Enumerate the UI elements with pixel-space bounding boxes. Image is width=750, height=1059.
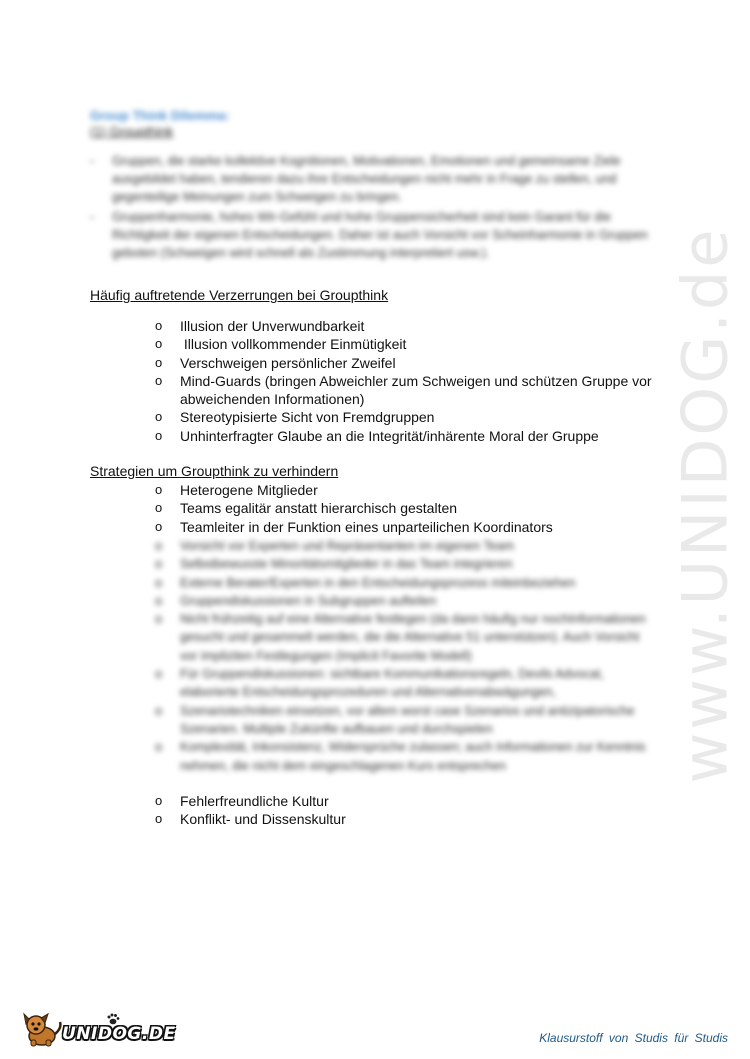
list-item: o Für Gruppendiskussionen: sichtbare Kommunikationsregeln, Devils Advocat, elaborierte Entscheidungsprozeduren und Alternativenabwägungen, bbox=[155, 665, 655, 702]
intro-list bbox=[90, 152, 670, 262]
list-item: o Gruppendiskussionen in Subgruppen aufteilen bbox=[155, 592, 655, 610]
list-item: o Verschweigen persönlicher Zweifel bbox=[155, 354, 660, 372]
intro-subtitle: (1) Groupthink bbox=[90, 124, 174, 139]
intro-title: Group Think Dilemma: bbox=[90, 108, 230, 123]
list-item: o Selbstbewusste Minoritätsmitglieder in das Team integrieren bbox=[155, 555, 655, 573]
list-item: o Nicht frühzeitig auf eine Alternative festlegen (da dann häufig nur nochInformationen gesucht und gesammelt werden, die die Alternative 51 unterstützen). Auch Vorsicht vor impliziten Festlegungen (Implicit Favorite Modell) bbox=[155, 610, 655, 665]
list-item: o Mind-Guards (bringen Abweichler zum Schweigen und schützen Gruppe vor abweichenden Informationen) bbox=[155, 372, 660, 409]
list-item: o Illusion der Unverwundbarkeit bbox=[155, 317, 660, 335]
footer-slogan: Klausurstoff von Studis für Studis bbox=[539, 1031, 728, 1045]
logo-text: UNIDOG.DE bbox=[62, 1024, 176, 1044]
section-heading-strategies: Strategien um Groupthink zu verhindern bbox=[90, 463, 339, 479]
section-heading-distortions: Häufig auftretende Verzerrungen bei Groupthink bbox=[90, 287, 389, 303]
list-item: o Teams egalitär anstatt hierarchisch gestalten bbox=[155, 499, 660, 517]
watermark: www.UNIDOG.de bbox=[668, 226, 742, 784]
strategies-list-end bbox=[155, 792, 660, 829]
list-item: o Fehlerfreundliche Kultur bbox=[155, 792, 660, 810]
intro-bullet: - Gruppen, die starke kollektive Kognitionen, Motivationen, Emotionen und gemeinsame Ziele ausgebildet haben, tendieren dazu ihre Entscheidungen nicht mehr in Frage zu stellen, und gegenteilige Meinungen zum Schweigen zu bringen. bbox=[90, 152, 670, 206]
list-item: o Szenariotechniken einsetzen, vor allem worst case Szenarios und antizipatorische Szenarien. Multiple Zukünfte aufbauen und durchspielen bbox=[155, 702, 655, 739]
unidog-logo bbox=[22, 1012, 176, 1048]
list-item: o Stereotypisierte Sicht von Fremdgruppen bbox=[155, 408, 660, 426]
list-item: o Heterogene Mitglieder bbox=[155, 481, 660, 499]
list-item: o Konflikt- und Dissenskultur bbox=[155, 810, 660, 828]
list-item: o Illusion vollkommender Einmütigkeit bbox=[155, 335, 660, 353]
list-item: o Unhinterfragter Glaube an die Integrität/inhärente Moral der Gruppe bbox=[155, 427, 660, 445]
dog-mascot-icon bbox=[22, 1012, 66, 1048]
list-item: o Vorsicht vor Experten und Repräsentanten im eigenen Team bbox=[155, 537, 655, 555]
intro-section bbox=[90, 108, 670, 264]
list-item: o Teamleiter in der Funktion eines unparteilichen Koordinators bbox=[155, 518, 660, 536]
distortions-list bbox=[155, 317, 660, 445]
list-item: o Externe Berater/Experten in den Entscheidungsprozess miteinbeziehen bbox=[155, 574, 655, 592]
intro-bullet: - Gruppenharmonie, hohes Wir-Gefühl und hohe Gruppensicherheit sind kein Garant für die Richtigkeit der eigenen Entscheidungen. Daher ist auch Vorsicht vor Scheinharmonie in Gruppen geboten (Schweigen wird schnell als Zustimmung interpretiert usw.). bbox=[90, 208, 670, 262]
list-item: o Komplexität, Inkonsistenz, Widersprüche zulassen; auch Informationen zur Kenntnis nehmen, die nicht dem eingeschlagenen Kurs entsprechen bbox=[155, 738, 655, 775]
strategies-list bbox=[155, 481, 660, 536]
strategies-list-blurred bbox=[155, 537, 655, 775]
